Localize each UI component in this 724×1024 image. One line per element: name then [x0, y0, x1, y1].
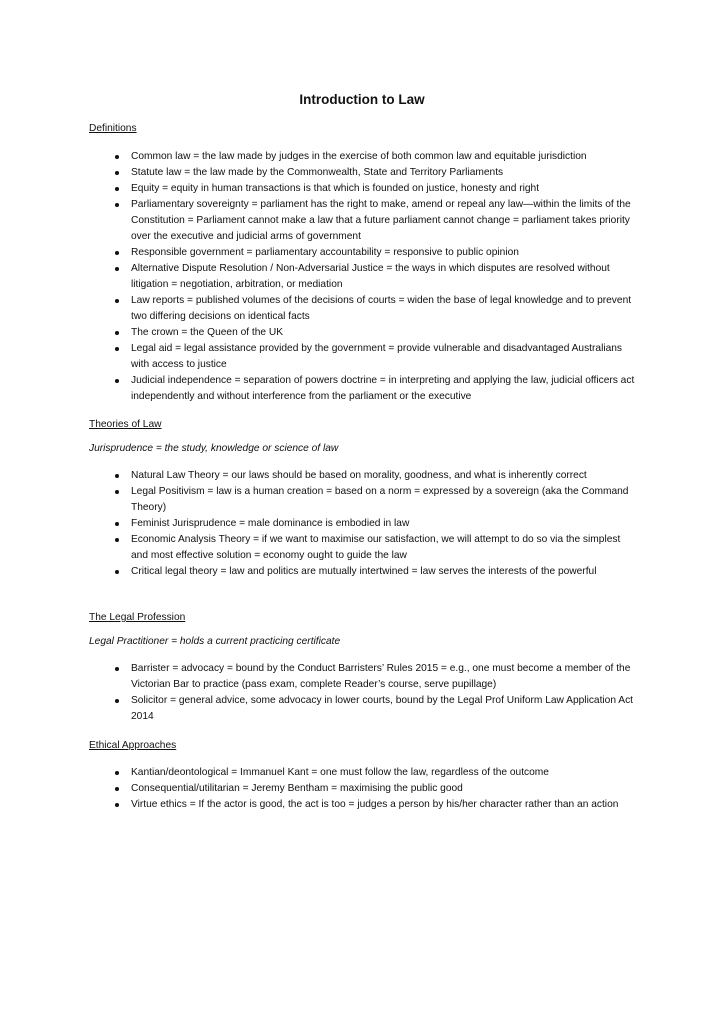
bullet-icon	[115, 667, 119, 671]
list-item	[89, 197, 638, 245]
bullet-icon	[115, 538, 119, 542]
bullet-icon	[115, 490, 119, 494]
list-item	[89, 245, 638, 261]
section-heading-definitions: Definitions	[89, 123, 137, 134]
list-item-text: Critical legal theory = law and politics are mutually intertwined = law serves the interests of the powerful	[131, 566, 597, 577]
bullet-icon	[115, 787, 119, 791]
section-heading-legal-profession: The Legal Profession	[89, 612, 186, 623]
list-item	[89, 468, 638, 484]
list-item	[89, 797, 638, 813]
list-item-text: Law reports = published volumes of the decisions of courts = widen the base of legal knowledge and to prevent two differing decisions on identical facts	[131, 295, 632, 322]
bullet-icon	[115, 570, 119, 574]
list-item	[89, 661, 638, 693]
list-item	[89, 484, 638, 516]
list-item	[89, 693, 638, 725]
list-item-text: Equity = equity in human transactions is that which is founded on justice, honesty and right	[131, 183, 540, 194]
list-item-text: Virtue ethics = If the actor is good, the act is too = judges a person by his/her character rather than an action	[131, 799, 619, 810]
list-item-text: Feminist Jurisprudence = male dominance is embodied in law	[131, 518, 410, 529]
list-item	[89, 564, 638, 580]
list-item-text: Judicial independence = separation of powers doctrine = in interpreting and applying the law, judicial officers act independently and without interference from the parliament or the executive	[131, 375, 635, 402]
bullet-icon	[115, 347, 119, 351]
bullet-icon	[115, 171, 119, 175]
list-item-text: Legal Positivism = law is a human creation = based on a norm = expressed by a sovereign (aka the Command Theory)	[131, 486, 629, 513]
bullet-icon	[115, 267, 119, 271]
list-item	[89, 165, 638, 181]
bullet-icon	[115, 522, 119, 526]
bullet-icon	[115, 155, 119, 159]
section-definitions	[89, 122, 638, 405]
list-item	[89, 373, 638, 405]
list-item	[89, 765, 638, 781]
title-wrap	[0, 92, 724, 124]
section-intro-jurisprudence: Jurisprudence = the study, knowledge or science of law	[89, 443, 339, 454]
section-heading-theories: Theories of Law	[89, 419, 162, 430]
list-item-text: Common law = the law made by judges in the exercise of both common law and equitable jurisdiction	[131, 151, 587, 162]
list-item	[89, 341, 638, 373]
bullet-icon	[115, 203, 119, 207]
list-item	[89, 516, 638, 532]
bullet-icon	[115, 699, 119, 703]
profession-list	[89, 661, 638, 725]
list-item-text: Statute law = the law made by the Commonwealth, State and Territory Parliaments	[131, 167, 504, 178]
list-item-text: Legal aid = legal assistance provided by the government = provide vulnerable and disadvantaged Australians with access to justice	[131, 343, 623, 370]
list-item	[89, 149, 638, 165]
bullet-icon	[115, 379, 119, 383]
bullet-icon	[115, 474, 119, 478]
bullet-icon	[115, 771, 119, 775]
bullet-icon	[115, 331, 119, 335]
list-item-text: Solicitor = general advice, some advocacy in lower courts, bound by the Legal Prof Uniform Law Application Act 2014	[131, 695, 634, 722]
list-item-text: Kantian/deontological = Immanuel Kant = one must follow the law, regardless of the outcome	[131, 767, 549, 778]
list-item-text: Alternative Dispute Resolution / Non-Adversarial Justice = the ways in which disputes are resolved without litigation = negotiation, arbitration, or mediation	[131, 263, 610, 290]
list-item	[89, 325, 638, 341]
list-item-text: Parliamentary sovereignty = parliament has the right to make, amend or repeal any law—within the limits of the Constitution = Parliament cannot make a law that a future parliament cannot change = parliament takes priority over the executive and judicial arms of government	[131, 199, 631, 242]
bullet-icon	[115, 803, 119, 807]
list-item-text: Responsible government = parliamentary accountability = responsive to public opinion	[131, 247, 519, 258]
section-ethical-approaches	[89, 739, 638, 813]
list-item	[89, 181, 638, 197]
list-item	[89, 261, 638, 293]
section-legal-profession	[89, 611, 638, 725]
ethics-list	[89, 765, 638, 813]
bullet-icon	[115, 251, 119, 255]
document-title: Introduction to Law	[299, 92, 425, 107]
theories-list	[89, 468, 638, 580]
list-item	[89, 293, 638, 325]
list-item-text: Barrister = advocacy = bound by the Conduct Barristers’ Rules 2015 = e.g., one must become a member of the Victorian Bar to practice (pass exam, complete Reader’s course, serve pupillage)	[131, 663, 631, 690]
section-theories	[89, 418, 638, 580]
list-item	[89, 781, 638, 797]
section-heading-ethical-approaches: Ethical Approaches	[89, 740, 177, 751]
list-item-text: Economic Analysis Theory = if we want to maximise our satisfaction, we will attempt to do so via the simplest and most effective solution = economy ought to guide the law	[131, 534, 621, 561]
list-item	[89, 532, 638, 564]
list-item-text: Consequential/utilitarian = Jeremy Bentham = maximising the public good	[131, 783, 463, 794]
bullet-icon	[115, 187, 119, 191]
section-intro-legal-practitioner: Legal Practitioner = holds a current practicing certificate	[89, 636, 341, 647]
bullet-icon	[115, 299, 119, 303]
list-item-text: Natural Law Theory = our laws should be based on morality, goodness, and what is inherently correct	[131, 470, 587, 481]
definitions-list	[89, 149, 638, 405]
list-item-text: The crown = the Queen of the UK	[131, 327, 284, 338]
